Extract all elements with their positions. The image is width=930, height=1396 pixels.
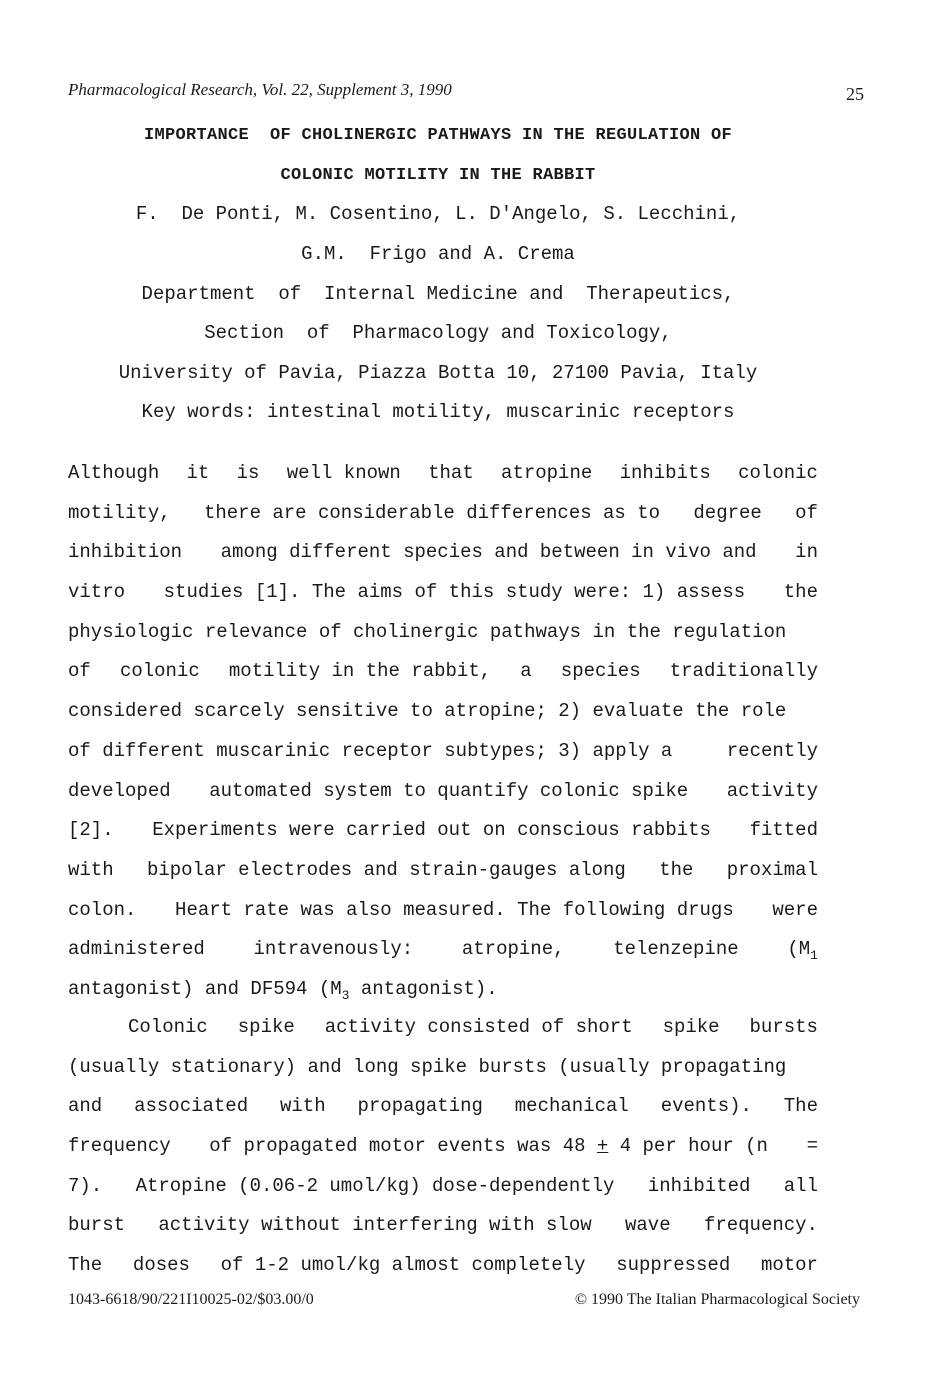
text-line: physiologic relevance of cholinergic pathways in the regulation bbox=[68, 620, 787, 643]
text-line: of different muscarinic receptor subtypes; 3) apply a recently bbox=[68, 739, 818, 762]
text-line: antagonist) and DF594 ($M_3$ antagonist). bbox=[68, 977, 498, 1003]
abstract-paragraph-1 bbox=[68, 461, 818, 1017]
abstract-paragraph-2 bbox=[68, 1015, 818, 1293]
text-line: with bipolar electrodes and strain-gauges along the proximal bbox=[68, 858, 818, 881]
footer-copyright: © 1990 The Italian Pharmacological Society bbox=[574, 1291, 860, 1308]
authors-line-2: G.M. Frigo and A. Crema bbox=[301, 243, 575, 265]
keywords: Key words: intestinal motility, muscarinic receptors bbox=[141, 401, 735, 423]
text-line: developed automated system to quantify colonic spike activity bbox=[68, 779, 818, 802]
text-line: (usually stationary) and long spike bursts (usually propagating bbox=[68, 1055, 787, 1078]
text-line: vitro studies [1]. The aims of this study were: 1) assess the bbox=[68, 581, 818, 604]
text-line: 7). Atropine (0.06-2 umol/kg) dose-dependently inhibited all bbox=[68, 1174, 818, 1197]
text-line: of colonic motility in the rabbit, a species traditionally bbox=[68, 660, 818, 683]
text-line: considered scarcely sensitive to atropine; 2) evaluate the role bbox=[68, 700, 787, 723]
text-line: frequency of propagated motor events was 48 + 4 per hour (n = bbox=[68, 1135, 818, 1158]
text-line: burst activity without interfering with slow wave frequency. bbox=[68, 1214, 818, 1237]
text-line: Colonic spike activity consisted of short spike bursts bbox=[128, 1016, 818, 1038]
affiliation-line-2: Section of Pharmacology and Toxicology, bbox=[204, 322, 672, 344]
footer-code: 1043-6618/90/221I10025-02/$03.00/0 bbox=[68, 1291, 314, 1308]
authors-line-1: F. De Ponti, M. Cosentino, L. D'Angelo, S. Lecchini, bbox=[135, 203, 741, 225]
page-number: 25 bbox=[846, 84, 864, 104]
title-line-2: COLONIC MOTILITY IN THE RABBIT bbox=[280, 166, 596, 185]
affiliation-line-1: Department of Internal Medicine and Therapeutics, bbox=[141, 283, 735, 305]
journal-citation: Pharmacological Research, Vol. 22, Supplement 3, 1990 bbox=[68, 80, 452, 99]
title-line-1: IMPORTANCE OF CHOLINERGIC PATHWAYS IN THE REGULATION OF bbox=[143, 126, 733, 145]
text-line: colon. Heart rate was also measured. The following drugs were bbox=[68, 898, 818, 921]
plus-minus-sign: + bbox=[596, 1135, 609, 1158]
text-line: [2]. Experiments were carried out on conscious rabbits fitted bbox=[68, 819, 818, 842]
text-line: Although it is well known that atropine inhibits colonic bbox=[68, 462, 818, 484]
text-line: The doses of 1-2 umol/kg almost completely suppressed motor bbox=[68, 1254, 818, 1277]
affiliation-line-3: University of Pavia, Piazza Botta 10, 27100 Pavia, Italy bbox=[118, 362, 758, 384]
text-line: and associated with propagating mechanical events). The bbox=[68, 1095, 818, 1118]
text-line: inhibition among different species and between in vivo and in bbox=[68, 541, 818, 564]
text-line: administered intravenously: atropine, telenzepine ($M_1$ bbox=[68, 938, 818, 964]
text-line: motility, there are considerable differences as to degree of bbox=[68, 501, 818, 524]
